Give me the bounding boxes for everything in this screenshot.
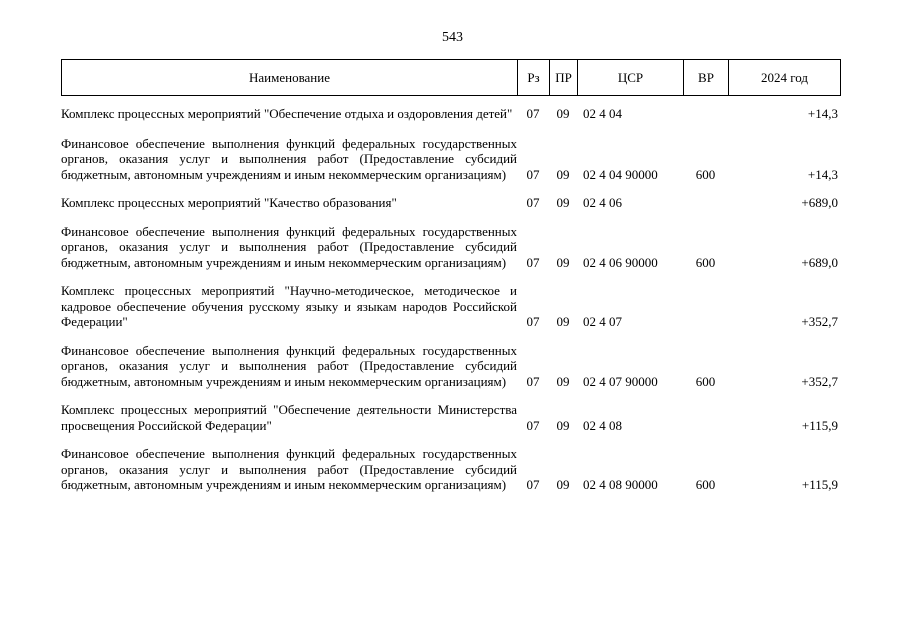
row-pr: 09 (556, 254, 570, 270)
header-rz: Рз (518, 60, 550, 96)
row-vr: 600 (695, 254, 716, 270)
row-pr: 09 (556, 373, 570, 389)
row-pr: 09 (556, 195, 570, 210)
row-csr: 02 4 08 90000 (583, 477, 658, 492)
row-csr: 02 4 04 90000 (583, 166, 658, 182)
table-row (61, 224, 840, 271)
row-rz: 07 (526, 373, 540, 389)
row-amount: +689,0 (801, 195, 838, 210)
row-vr: 600 (695, 166, 716, 182)
table-row (61, 195, 840, 211)
row-rz: 07 (526, 477, 540, 492)
table-row (61, 136, 840, 183)
row-rz: 07 (526, 417, 540, 433)
row-pr: 09 (556, 166, 570, 182)
row-amount: +14,3 (807, 106, 838, 121)
row-rz: 07 (526, 314, 540, 329)
table-row (61, 446, 840, 493)
table-row (61, 402, 840, 433)
row-amount: +115,9 (801, 477, 838, 492)
row-csr: 02 4 08 (583, 417, 622, 433)
row-csr: 02 4 06 90000 (583, 254, 658, 270)
row-name: Комплекс процессных мероприятий "Обеспечение деятельности Министерства просвещения Российской Федерации" (61, 402, 517, 433)
header-vr: ВР (684, 60, 729, 96)
row-pr: 09 (556, 106, 570, 121)
row-pr: 09 (556, 477, 570, 492)
row-vr: 600 (695, 373, 716, 389)
row-amount: +352,7 (801, 373, 838, 389)
row-amount: +352,7 (801, 314, 838, 329)
row-name: Финансовое обеспечение выполнения функций федеральных государственных органов, оказания услуг и выполнения работ (Предоставление субсидий бюджетным, автономным учреждениям и иным некоммерческим организациям) (61, 135, 517, 182)
row-csr: 02 4 07 (583, 314, 622, 329)
row-pr: 09 (556, 417, 570, 433)
row-csr: 02 4 06 (583, 195, 622, 210)
row-vr: 600 (695, 477, 716, 492)
table-header (61, 59, 841, 96)
table-row (61, 343, 840, 390)
row-name: Комплекс процессных мероприятий "Качество образования" (61, 195, 397, 210)
row-rz: 07 (526, 254, 540, 270)
row-name: Финансовое обеспечение выполнения функций федеральных государственных органов, оказания услуг и выполнения работ (Предоставление субсидий бюджетным, автономным учреждениям и иным некоммерческим организациям) (61, 342, 517, 389)
row-name: Комплекс процессных мероприятий "Научно-методическое, методическое и кадровое обеспечение обучения русскому языку и языкам народов Российской Федерации" (61, 283, 517, 329)
row-rz: 07 (526, 166, 540, 182)
table-body (61, 106, 840, 493)
row-amount: +14,3 (807, 166, 838, 182)
header-name: Наименование (62, 60, 518, 96)
header-csr: ЦСР (578, 60, 684, 96)
row-rz: 07 (526, 106, 540, 121)
row-csr: 02 4 04 (583, 106, 622, 121)
row-amount: +115,9 (801, 417, 838, 433)
row-name: Финансовое обеспечение выполнения функций федеральных государственных органов, оказания услуг и выполнения работ (Предоставление субсидий бюджетным, автономным учреждениям и иным некоммерческим организациям) (61, 446, 517, 492)
row-amount: +689,0 (801, 254, 838, 270)
row-pr: 09 (556, 314, 570, 329)
row-name: Комплекс процессных мероприятий "Обеспечение отдыха и оздоровления детей" (61, 106, 513, 121)
row-csr: 02 4 07 90000 (583, 373, 658, 389)
table-row (61, 106, 840, 122)
header-pr: ПР (550, 60, 578, 96)
table-row (61, 283, 840, 330)
page-number: 543 (442, 30, 463, 45)
header-year: 2024 год (729, 60, 841, 96)
row-rz: 07 (526, 195, 540, 210)
row-name: Финансовое обеспечение выполнения функций федеральных государственных органов, оказания услуг и выполнения работ (Предоставление субсидий бюджетным, автономным учреждениям и иным некоммерческим организациям) (61, 223, 517, 270)
